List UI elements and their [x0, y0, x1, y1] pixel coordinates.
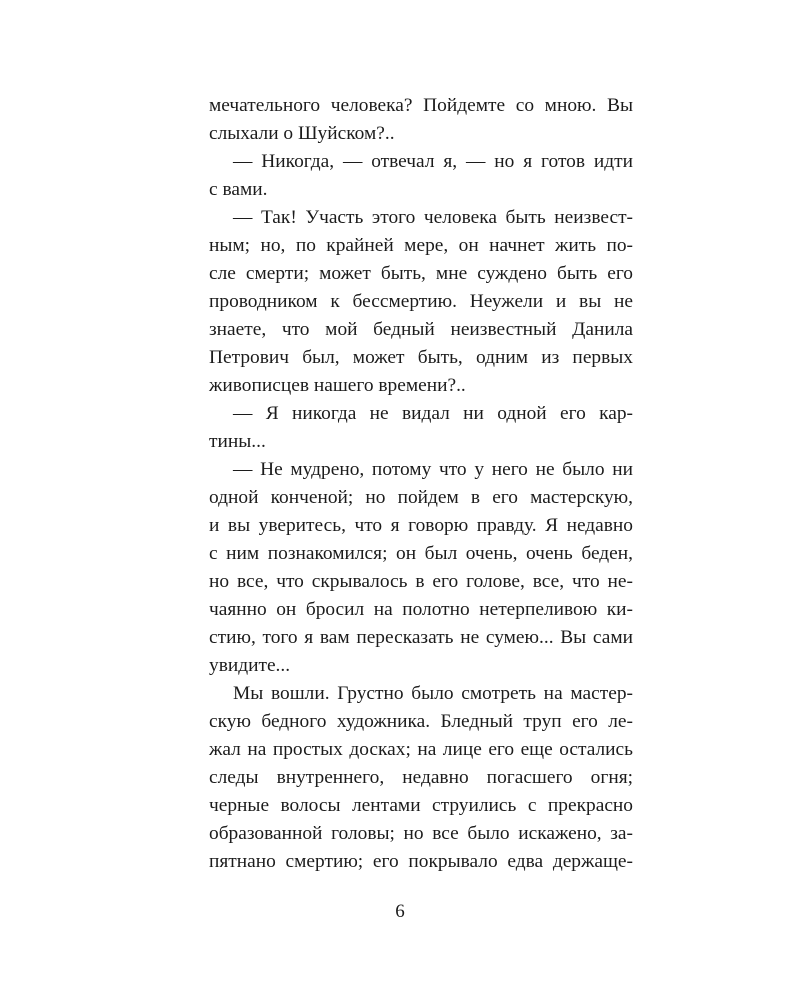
text-line: жал на простых досках; на лице его еще остались [209, 739, 633, 760]
text-line: и вы уверитесь, что я говорю правду. Я недавно [209, 515, 633, 536]
text-line: — Не мудрено, потому что у него не было ни [233, 459, 633, 480]
text-line: ным; но, по крайней мере, он начнет жить по- [209, 235, 633, 256]
text-line: стию, того я вам пересказать не сумею... Вы сами [209, 627, 633, 648]
text-line: следы внутреннего, недавно погасшего огня; [209, 767, 633, 788]
text-line: проводником к бессмертию. Неужели и вы не [209, 291, 633, 312]
text-line: Петрович был, может быть, одним из первых [209, 347, 633, 368]
text-line: скую бедного художника. Бледный труп его ле- [209, 711, 633, 732]
text-line: слыхали о Шуйском?.. [209, 123, 395, 144]
text-line: одной конченой; но пойдем в его мастерскую, [209, 487, 633, 508]
text-line: мечательного человека? Пойдемте со мною. Вы [209, 95, 633, 116]
text-line: чаянно он бросил на полотно нетерпеливою ки- [209, 599, 633, 620]
text-line: Мы вошли. Грустно было смотреть на мастер- [233, 683, 633, 704]
page-body-text [209, 92, 633, 876]
text-line: — Никогда, — отвечал я, — но я готов идти [233, 151, 633, 172]
text-line: с вами. [209, 179, 268, 200]
page-number: 6 [395, 901, 405, 922]
text-line: образованной головы; но все было искажено, за- [209, 823, 633, 844]
text-line: увидите... [209, 655, 291, 676]
text-line: знаете, что мой бедный неизвестный Данила [209, 319, 633, 340]
text-line: — Так! Участь этого человека быть неизвест- [233, 207, 633, 228]
text-line: — Я никогда не видал ни одной его кар- [233, 403, 633, 424]
text-line: тины... [209, 431, 266, 452]
text-line: с ним познакомился; он был очень, очень беден, [209, 543, 633, 564]
text-line: живописцев нашего времени?.. [209, 375, 466, 396]
text-line: сле смерти; может быть, мне суждено быть его [209, 263, 633, 284]
text-line: но все, что скрывалось в его голове, все, что не- [209, 571, 633, 592]
text-line: черные волосы лентами струились с прекрасно [209, 795, 633, 816]
text-line: пятнано смертию; его покрывало едва держаще- [209, 851, 633, 872]
